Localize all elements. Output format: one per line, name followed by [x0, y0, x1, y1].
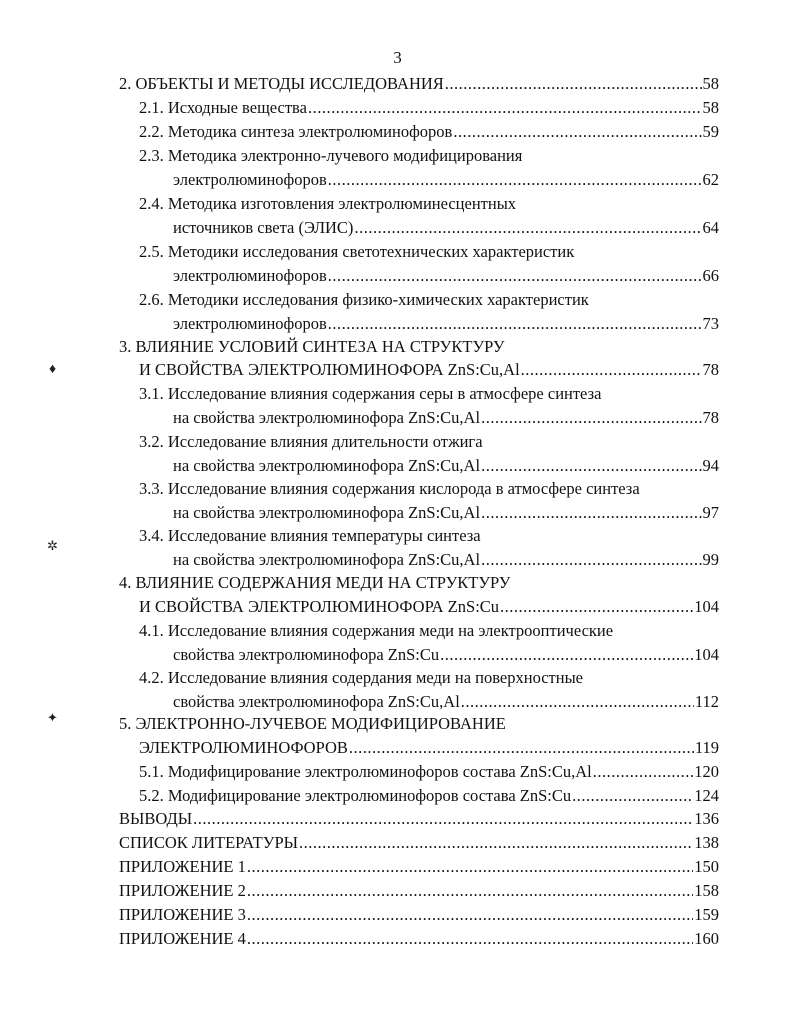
- page-number: 3: [393, 48, 402, 67]
- toc-section-2-4[interactable]: [139, 192, 719, 216]
- toc-chapter-4-cont[interactable]: [139, 595, 719, 619]
- toc-entry-title: 3. ВЛИЯНИЕ УСЛОВИЙ СИНТЕЗА НА СТРУКТУРУ: [119, 337, 505, 356]
- toc-entry-title: электролюминофоров: [173, 314, 327, 333]
- dot-leader: [247, 855, 693, 879]
- toc-entry-page: 124: [694, 786, 719, 805]
- toc-chapter-3[interactable]: [119, 335, 719, 359]
- toc-entry-title: ПРИЛОЖЕНИЕ 1: [119, 857, 246, 876]
- toc-entry-title: свойства электролюминофора ZnS:Cu,Al: [173, 692, 460, 711]
- toc-entry-page: 104: [694, 597, 719, 616]
- toc-entry-page: 73: [702, 314, 719, 333]
- toc-section-3-1[interactable]: [139, 382, 719, 406]
- toc-entry-title: ПРИЛОЖЕНИЕ 3: [119, 905, 246, 924]
- toc-entry-title: 4.2. Исследование влияния содердания меди на поверхностные: [139, 668, 584, 687]
- toc-appendix-3[interactable]: [119, 903, 719, 927]
- dot-leader: [572, 784, 693, 808]
- dot-leader: [521, 358, 702, 382]
- toc-section-2-5-cont[interactable]: [173, 264, 719, 288]
- toc-entry-title: 2.3. Методика электронно-лучевого модифицирования: [139, 146, 523, 165]
- toc-entry-page: 59: [702, 122, 719, 141]
- dot-leader: [328, 264, 702, 288]
- toc-entry-title: 2.5. Методики исследования светотехнических характеристик: [139, 242, 575, 261]
- toc-section-2-1[interactable]: [139, 96, 719, 120]
- dot-leader: [247, 903, 693, 927]
- dot-leader: [453, 120, 701, 144]
- toc-chapter-5-cont[interactable]: [139, 736, 719, 760]
- toc-entry-page: 64: [702, 218, 719, 237]
- toc-entry-page: 158: [694, 881, 719, 900]
- dot-leader: [328, 312, 702, 336]
- toc-entry-page: 138: [694, 833, 719, 852]
- toc-entry-title: И СВОЙСТВА ЭЛЕКТРОЛЮМИНОФОРА ZnS:Cu: [139, 597, 500, 616]
- toc-entry-title: И СВОЙСТВА ЭЛЕКТРОЛЮМИНОФОРА ZnS:Cu,Al: [139, 360, 520, 379]
- toc-entry-title: ПРИЛОЖЕНИЕ 2: [119, 881, 246, 900]
- toc-entry-page: 58: [702, 98, 719, 117]
- toc-chapter-3-cont[interactable]: [139, 358, 719, 382]
- toc-conclusions[interactable]: [119, 807, 719, 831]
- toc-entry-page: 136: [694, 809, 719, 828]
- toc-appendix-1[interactable]: [119, 855, 719, 879]
- toc-entry-title: 2. ОБЪЕКТЫ И МЕТОДЫ ИССЛЕДОВАНИЯ: [119, 74, 444, 93]
- toc-entry-title: ЭЛЕКТРОЛЮМИНОФОРОВ: [139, 738, 348, 757]
- toc-entry-title: 5.2. Модифицирование электролюминофоров состава ZnS:Cu: [139, 786, 572, 805]
- toc-entry-title: источников света (ЭЛИС): [173, 218, 354, 237]
- toc-section-2-3-cont[interactable]: [173, 168, 719, 192]
- dot-leader: [354, 216, 701, 240]
- toc-section-3-3[interactable]: [139, 477, 719, 501]
- toc-entry-title: электролюминофоров: [173, 266, 327, 285]
- toc-entry-page: 99: [702, 550, 719, 569]
- toc-entry-title: электролюминофоров: [173, 170, 327, 189]
- toc-section-3-1-cont[interactable]: [173, 406, 719, 430]
- toc-entry-title: 4. ВЛИЯНИЕ СОДЕРЖАНИЯ МЕДИ НА СТРУКТУРУ: [119, 573, 511, 592]
- dot-leader: [308, 96, 702, 120]
- toc-entry-page: 104: [694, 645, 719, 664]
- toc-entry-page: 62: [702, 170, 719, 189]
- dot-leader: [481, 501, 701, 525]
- toc-chapter-5[interactable]: [119, 712, 719, 736]
- toc-entry-title: на свойства электролюминофора ZnS:Cu,Al: [173, 550, 481, 569]
- toc-entry-title: 2.4. Методика изготовления электролюминесцентных: [139, 194, 517, 213]
- toc-entry-title: на свойства электролюминофора ZnS:Cu,Al: [173, 456, 481, 475]
- toc-section-3-2[interactable]: [139, 430, 719, 454]
- toc-section-4-1[interactable]: [139, 619, 719, 643]
- toc-section-2-6[interactable]: [139, 288, 719, 312]
- dot-leader: [481, 406, 701, 430]
- dot-leader: [500, 595, 693, 619]
- toc-entry-page: 119: [694, 738, 719, 757]
- toc-appendix-4[interactable]: [119, 927, 719, 951]
- toc-entry-title: на свойства электролюминофора ZnS:Cu,Al: [173, 408, 481, 427]
- toc-entry-page: 78: [702, 408, 719, 427]
- toc-entry-title: ПРИЛОЖЕНИЕ 4: [119, 929, 246, 948]
- toc-section-2-2[interactable]: [139, 120, 719, 144]
- dot-leader: [481, 548, 701, 572]
- toc-section-3-2-cont[interactable]: [173, 454, 719, 478]
- toc-section-3-3-cont[interactable]: [173, 501, 719, 525]
- dot-leader: [349, 736, 694, 760]
- toc-chapter-4[interactable]: [119, 571, 719, 595]
- dot-leader: [247, 879, 693, 903]
- toc-entry-page: 112: [694, 692, 719, 711]
- toc-section-5-2[interactable]: [139, 784, 719, 808]
- toc-entry-page: 150: [694, 857, 719, 876]
- dot-leader: [299, 831, 693, 855]
- toc-entry-page: 78: [702, 360, 719, 379]
- dot-leader: [440, 643, 693, 667]
- toc-entry-title: 2.6. Методики исследования физико-химических характеристик: [139, 290, 589, 309]
- toc-section-4-2-cont[interactable]: [173, 690, 719, 714]
- toc-entry-page: 159: [694, 905, 719, 924]
- toc-section-3-4[interactable]: [139, 524, 719, 548]
- toc-appendix-2[interactable]: [119, 879, 719, 903]
- toc-section-2-6-cont[interactable]: [173, 312, 719, 336]
- toc-section-4-2[interactable]: [139, 666, 719, 690]
- toc-section-2-5[interactable]: [139, 240, 719, 264]
- toc-entry-page: 160: [694, 929, 719, 948]
- toc-chapter-2[interactable]: [119, 72, 719, 96]
- toc-section-2-3[interactable]: [139, 144, 719, 168]
- scan-artifact-icon: ♦: [49, 362, 57, 377]
- toc-entry-title: 2.2. Методика синтеза электролюминофоров: [139, 122, 453, 141]
- toc-entry-title: 5. ЭЛЕКТРОННО-ЛУЧЕВОЕ МОДИФИЦИРОВАНИЕ: [119, 714, 506, 733]
- dot-leader: [247, 927, 693, 951]
- toc-entry-title: свойства электролюминофора ZnS:Cu: [173, 645, 440, 664]
- toc-entry-page: 58: [702, 74, 719, 93]
- toc-section-2-4-cont[interactable]: [173, 216, 719, 240]
- dot-leader: [445, 72, 702, 96]
- scan-artifact-icon: ✲: [47, 538, 58, 553]
- dot-leader: [328, 168, 702, 192]
- scan-artifact-icon: ✦: [47, 710, 58, 725]
- toc-references[interactable]: [119, 831, 719, 855]
- toc-section-5-1[interactable]: [139, 760, 719, 784]
- toc-entry-title: 4.1. Исследование влияния содержания меди на электрооптические: [139, 621, 614, 640]
- toc-entry-page: 66: [702, 266, 719, 285]
- toc-entry-title: ВЫВОДЫ: [119, 809, 193, 828]
- toc-entry-title: СПИСОК ЛИТЕРАТУРЫ: [119, 833, 299, 852]
- toc-entry-title: 3.3. Исследование влияния содержания кислорода в атмосфере синтеза: [139, 479, 640, 498]
- toc-entry-page: 97: [702, 503, 719, 522]
- dot-leader: [193, 807, 693, 831]
- toc-entry-title: 3.4. Исследование влияния температуры синтеза: [139, 526, 481, 545]
- toc-entry-title: на свойства электролюминофора ZnS:Cu,Al: [173, 503, 481, 522]
- toc-entry-title: 5.1. Модифицирование электролюминофоров состава ZnS:Cu,Al: [139, 762, 592, 781]
- toc-entry-title: 3.1. Исследование влияния содержания серы в атмосфере синтеза: [139, 384, 602, 403]
- dot-leader: [593, 760, 694, 784]
- toc-entry-page: 94: [702, 456, 719, 475]
- toc-section-4-1-cont[interactable]: [173, 643, 719, 667]
- toc-entry-title: 2.1. Исходные вещества: [139, 98, 307, 117]
- toc-section-3-4-cont[interactable]: [173, 548, 719, 572]
- dot-leader: [461, 690, 694, 714]
- dot-leader: [481, 454, 701, 478]
- toc-entry-title: 3.2. Исследование влияния длительности отжига: [139, 432, 483, 451]
- toc-entry-page: 120: [694, 762, 719, 781]
